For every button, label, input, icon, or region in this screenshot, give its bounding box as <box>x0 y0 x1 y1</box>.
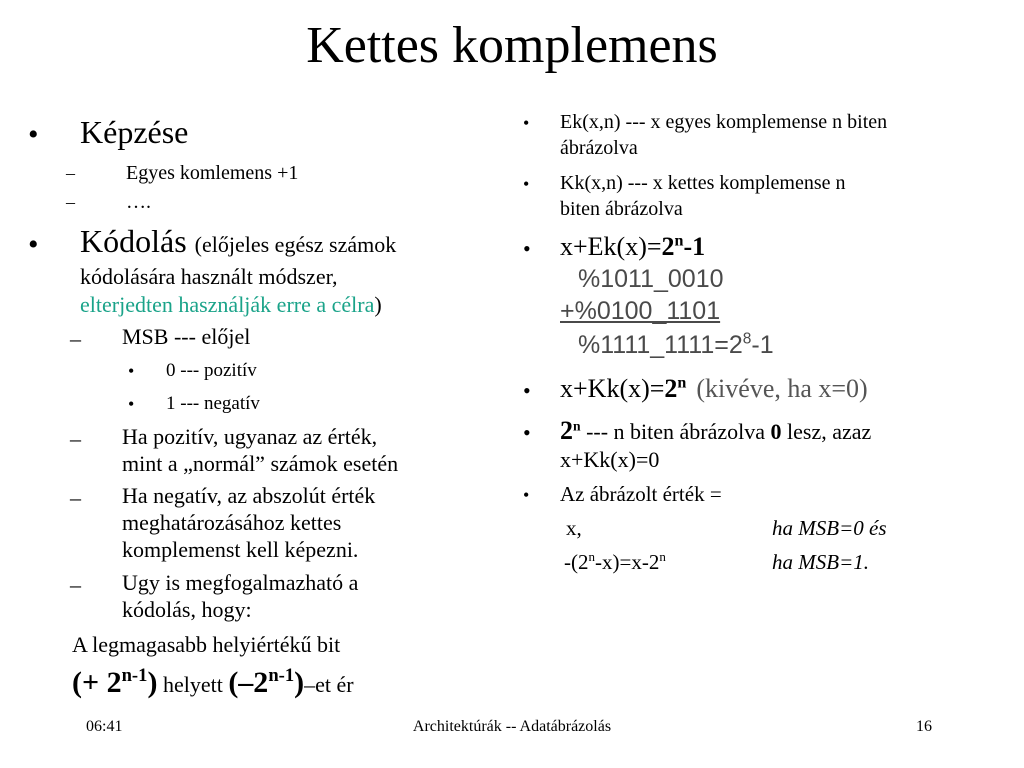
binary-sup: 8 <box>742 330 752 348</box>
plus-2-close: ) <box>147 666 158 699</box>
bullet-icon: • <box>523 485 530 505</box>
two-n-text2: lesz, azaz <box>781 419 872 444</box>
dash-icon: – <box>70 326 81 351</box>
case-2-sup2: n <box>659 549 666 564</box>
sub-item-egyes: Egyes komlemens +1 <box>126 162 299 184</box>
et-er-text: –et ér <box>304 672 354 697</box>
footer-page-number: 16 <box>916 718 932 735</box>
close-paren: ) <box>374 292 382 317</box>
represented-value: Az ábrázolt érték = <box>560 482 722 506</box>
kk-def-1: Kk(x,n) --- x kettes komplemense n <box>560 172 846 194</box>
two-n-item <box>560 416 871 446</box>
case-2-right: ha MSB=1. <box>772 550 869 574</box>
ugy-item-2: kódolás, hogy: <box>122 597 252 622</box>
xek-formula <box>560 232 705 262</box>
kk-def-2: biten ábrázolva <box>560 198 683 220</box>
binary-line-1: %1011_0010 <box>578 265 724 293</box>
ek-def-1: Ek(x,n) --- x egyes komplemense n biten <box>560 111 888 133</box>
helyett-text: helyett <box>157 672 229 697</box>
dash-icon: – <box>70 426 81 451</box>
case-1-right: ha MSB=0 és <box>772 516 887 540</box>
bullet-icon: • <box>28 118 39 151</box>
minus-2-open: (–2 <box>228 666 269 699</box>
two-n-text1: --- n biten ábrázolva <box>580 419 771 444</box>
xkk-sup: n <box>677 374 687 392</box>
case-1-left: x, <box>566 516 582 540</box>
bullet-icon: • <box>523 378 531 403</box>
if-positive-2: mint a „normál” számok esetén <box>122 451 399 476</box>
xkk-note: (kivéve, ha x=0) <box>696 374 868 403</box>
xkk-two: 2 <box>664 374 678 403</box>
dash-icon: – <box>66 192 75 212</box>
kodolas-desc-3 <box>80 292 382 318</box>
bullet-icon: • <box>523 236 531 261</box>
msb-negative: 1 --- negatív <box>166 393 260 414</box>
bullet-icon: • <box>128 394 135 414</box>
msb-item: MSB --- előjel <box>122 324 251 349</box>
xkk-formula <box>560 374 868 404</box>
bullet-icon: • <box>28 228 39 261</box>
kodolas-desc-2: kódolására használt módszer, <box>80 264 338 289</box>
binary-result: %1111_1111 <box>578 331 715 359</box>
if-negative-2: meghatározásához kettes <box>122 510 342 535</box>
footer-time: 06:41 <box>86 718 123 735</box>
sub-item-ellipsis: …. <box>126 191 151 213</box>
slide-title: Kettes komplemens <box>306 17 718 74</box>
footer-title: Architektúrák -- Adatábrázolás <box>412 718 612 735</box>
xek-sup: n <box>674 232 684 250</box>
exp-n-1: n-1 <box>268 665 295 686</box>
binary-line-2: +%0100_1101 <box>560 297 721 325</box>
case-2-b: -x)=x-2 <box>595 550 660 574</box>
kodolas-label: Kódolás <box>80 223 187 259</box>
bullet-icon: • <box>523 113 530 133</box>
dash-icon: – <box>70 572 81 597</box>
binary-line-3 <box>578 331 774 360</box>
if-positive-1: Ha pozitív, ugyanaz az érték, <box>122 424 378 449</box>
bullet-icon: • <box>523 174 530 194</box>
ugy-item-1: Ugy is megfogalmazható a <box>122 570 359 595</box>
case-2-a: -(2 <box>564 550 589 574</box>
xek-post: -1 <box>683 232 706 261</box>
exp-n-1: n-1 <box>121 665 148 686</box>
xkk-pre: x+Kk(x)= <box>560 374 665 403</box>
xek-two: 2 <box>661 232 675 261</box>
kodolas-heading <box>80 223 396 260</box>
weight-formula <box>72 666 354 700</box>
kodolas-desc-1: (előjeles egész számok <box>194 232 397 257</box>
ek-def-2: ábrázolva <box>560 137 638 159</box>
dash-icon: – <box>66 163 75 183</box>
msb-positive: 0 --- pozitív <box>166 360 257 381</box>
two-n-line2: x+Kk(x)=0 <box>560 447 660 472</box>
bullet-icon: • <box>523 420 531 445</box>
binary-eq: =2 <box>714 331 743 359</box>
if-negative-1: Ha negatív, az abszolút érték <box>122 483 376 508</box>
bullet-icon: • <box>128 361 135 381</box>
case-2-sup: n <box>588 549 596 564</box>
kodolas-teal-text: elterjedten használják erre a célra <box>80 292 375 317</box>
plus-2-open: (+ 2 <box>72 666 122 699</box>
two-n-zero: 0 <box>770 419 782 444</box>
binary-end: -1 <box>751 331 774 359</box>
case-2-left <box>564 550 666 575</box>
if-negative-3: komplemenst kell képezni. <box>122 537 359 562</box>
two-n-two: 2 <box>560 416 573 445</box>
xek-pre: x+Ek(x)= <box>560 232 662 261</box>
legmagasabb-text: A legmagasabb helyiértékű bit <box>72 632 341 657</box>
minus-2-close: ) <box>294 666 305 699</box>
two-n-sup: n <box>573 418 581 434</box>
dash-icon: – <box>70 485 81 510</box>
kepzese-heading: Képzése <box>80 114 189 150</box>
